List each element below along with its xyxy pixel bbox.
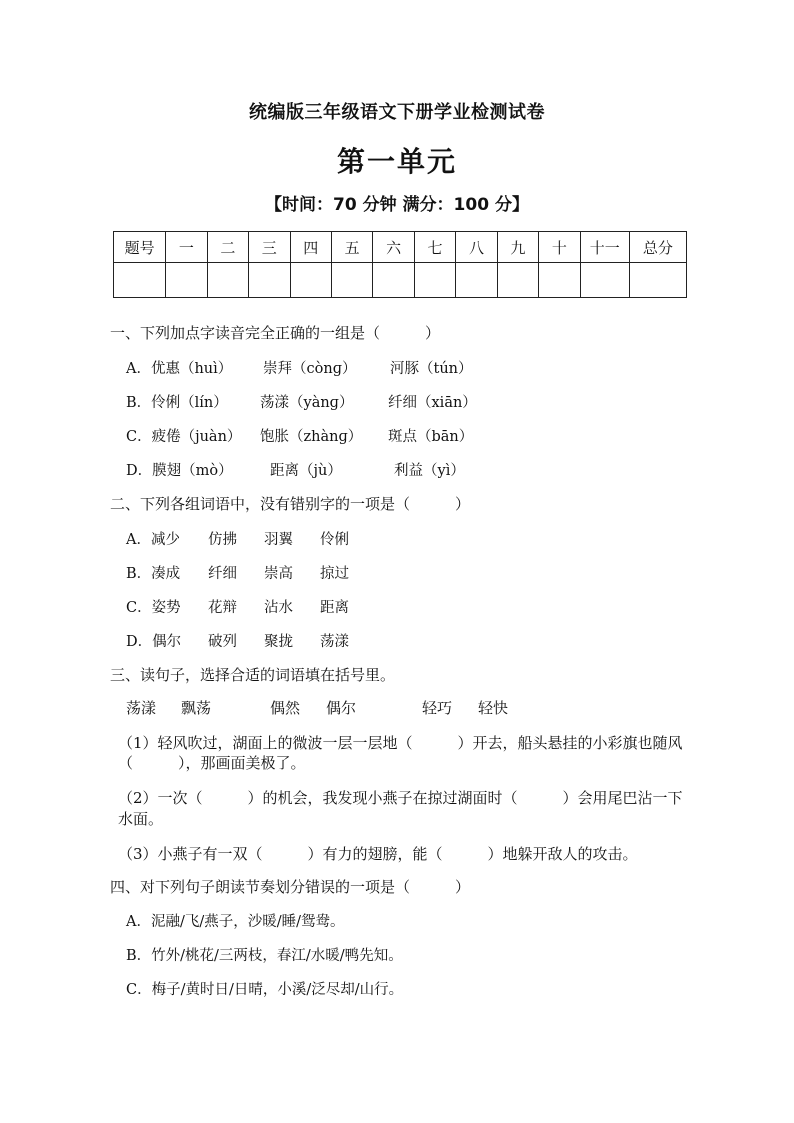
score-cell[interactable] <box>114 263 166 298</box>
q4-option-b: B．竹外/桃花/三两枝，春江/水暖/鸭先知。 <box>126 948 403 964</box>
question-1: 一、下列加点字读音完全正确的一组是（ ） <box>110 324 441 342</box>
q2-option-b-part: 掠过 <box>320 566 349 582</box>
q2-option-d-part: D．偶尔 <box>126 634 182 650</box>
q2-option-c-part: 距离 <box>320 600 349 616</box>
q1-option-c-part: C．疲倦（juàn） <box>126 429 242 445</box>
score-header-cell: 二 <box>207 232 248 263</box>
score-header-cell: 八 <box>456 232 497 263</box>
q3-sentence-3: （3）小燕子有一双（ ）有力的翅膀，能（ ）地躲开敌人的攻击。 <box>118 845 638 863</box>
q2-option-d-part: 破列 <box>208 634 237 650</box>
question-2: 二、下列各组词语中，没有错别字的一项是（ ） <box>110 495 471 513</box>
exam-title: 第一单元 <box>336 145 457 178</box>
score-cell[interactable] <box>497 263 538 298</box>
q4-option-a: A．泥融/飞/燕子，沙暖/睡/鸳鸯。 <box>126 914 345 930</box>
score-header-cell: 题号 <box>114 232 166 263</box>
q3-sentence-1: （1）轻风吹过，湖面上的微波一层一层地（ ）开去，船头悬挂的小彩旗也随风 <box>118 734 683 752</box>
q3-sentence-2: （2）一次（ ）的机会，我发现小燕子在掠过湖面时（ ）会用尾巴沾一下 <box>118 789 683 807</box>
question-4: 四、对下列句子朗读节奏划分错误的一项是（ ） <box>110 878 471 896</box>
score-cell[interactable] <box>166 263 207 298</box>
q2-option-c-part: C．姿势 <box>126 600 181 616</box>
score-header-cell: 三 <box>249 232 290 263</box>
q4-option-c: C．梅子/黄时日/日晴，小溪/泛尽却/山行。 <box>126 982 404 998</box>
q1-option-b-part: 纤细（xiān） <box>388 395 477 411</box>
q2-option-a-part: 羽翼 <box>264 532 293 548</box>
score-header-cell: 五 <box>331 232 372 263</box>
score-header-cell: 六 <box>373 232 414 263</box>
score-table-header-row <box>114 232 687 263</box>
score-table <box>113 231 687 298</box>
q1-option-c-part: 斑点（bān） <box>388 429 474 445</box>
q1-option-a-part: A．优惠（huì） <box>126 361 233 377</box>
q1-option-b-part: 荡漾（yànɡ） <box>260 395 354 411</box>
question-3: 三、读句子，选择合适的词语填在括号里。 <box>110 666 396 684</box>
q3-word: 轻快 <box>478 699 509 717</box>
q3-word: 偶尔 <box>326 699 357 717</box>
score-header-cell: 九 <box>497 232 538 263</box>
score-cell[interactable] <box>539 263 580 298</box>
q3-sentence-1-cont: （ ），那画面美极了。 <box>118 754 306 772</box>
score-cell[interactable] <box>249 263 290 298</box>
score-cell[interactable] <box>373 263 414 298</box>
exam-subtitle: 统编版三年级语文下册学业检测试卷 <box>249 102 545 123</box>
q1-option-d-part: 利益（yì） <box>394 463 465 479</box>
q3-word: 荡漾 <box>126 699 157 717</box>
q2-option-c-part: 花辩 <box>208 600 237 616</box>
q2-option-d-part: 荡漾 <box>320 634 349 650</box>
score-cell[interactable] <box>456 263 497 298</box>
score-cell[interactable] <box>290 263 331 298</box>
score-header-cell: 总分 <box>629 232 686 263</box>
q2-option-a-part: A．减少 <box>126 532 180 548</box>
q3-sentence-2-cont: 水面。 <box>118 810 164 828</box>
exam-time-score: 【时间：70 分钟 满分：100 分】 <box>265 195 529 215</box>
q3-word: 偶然 <box>270 699 301 717</box>
score-cell[interactable] <box>414 263 455 298</box>
q2-option-b-part: B．凑成 <box>126 566 181 582</box>
q1-option-a-part: 河豚（tún） <box>390 361 473 377</box>
score-table-blank-row <box>114 263 687 298</box>
q1-option-c-part: 饱胀（zhànɡ） <box>260 429 363 445</box>
score-cell[interactable] <box>331 263 372 298</box>
q1-option-a-part: 崇拜（cònɡ） <box>263 361 357 377</box>
q1-option-d-part: 距离（jù） <box>270 463 342 479</box>
q1-option-d-part: D．膜翅（mò） <box>126 463 233 479</box>
score-header-cell: 七 <box>414 232 455 263</box>
q2-option-d-part: 聚拢 <box>264 634 293 650</box>
score-header-cell: 十一 <box>580 232 629 263</box>
q2-option-a-part: 伶俐 <box>320 532 349 548</box>
score-header-cell: 一 <box>166 232 207 263</box>
score-cell[interactable] <box>207 263 248 298</box>
q3-word: 轻巧 <box>422 699 453 717</box>
q2-option-b-part: 纤细 <box>208 566 237 582</box>
q2-option-b-part: 崇高 <box>264 566 293 582</box>
score-header-cell: 十 <box>539 232 580 263</box>
q2-option-a-part: 仿拂 <box>208 532 237 548</box>
score-header-cell: 四 <box>290 232 331 263</box>
q1-option-b-part: B．伶俐（lín） <box>126 395 228 411</box>
q2-option-c-part: 沾水 <box>264 600 293 616</box>
score-cell[interactable] <box>629 263 686 298</box>
score-cell[interactable] <box>580 263 629 298</box>
q3-word: 飘荡 <box>181 699 212 717</box>
